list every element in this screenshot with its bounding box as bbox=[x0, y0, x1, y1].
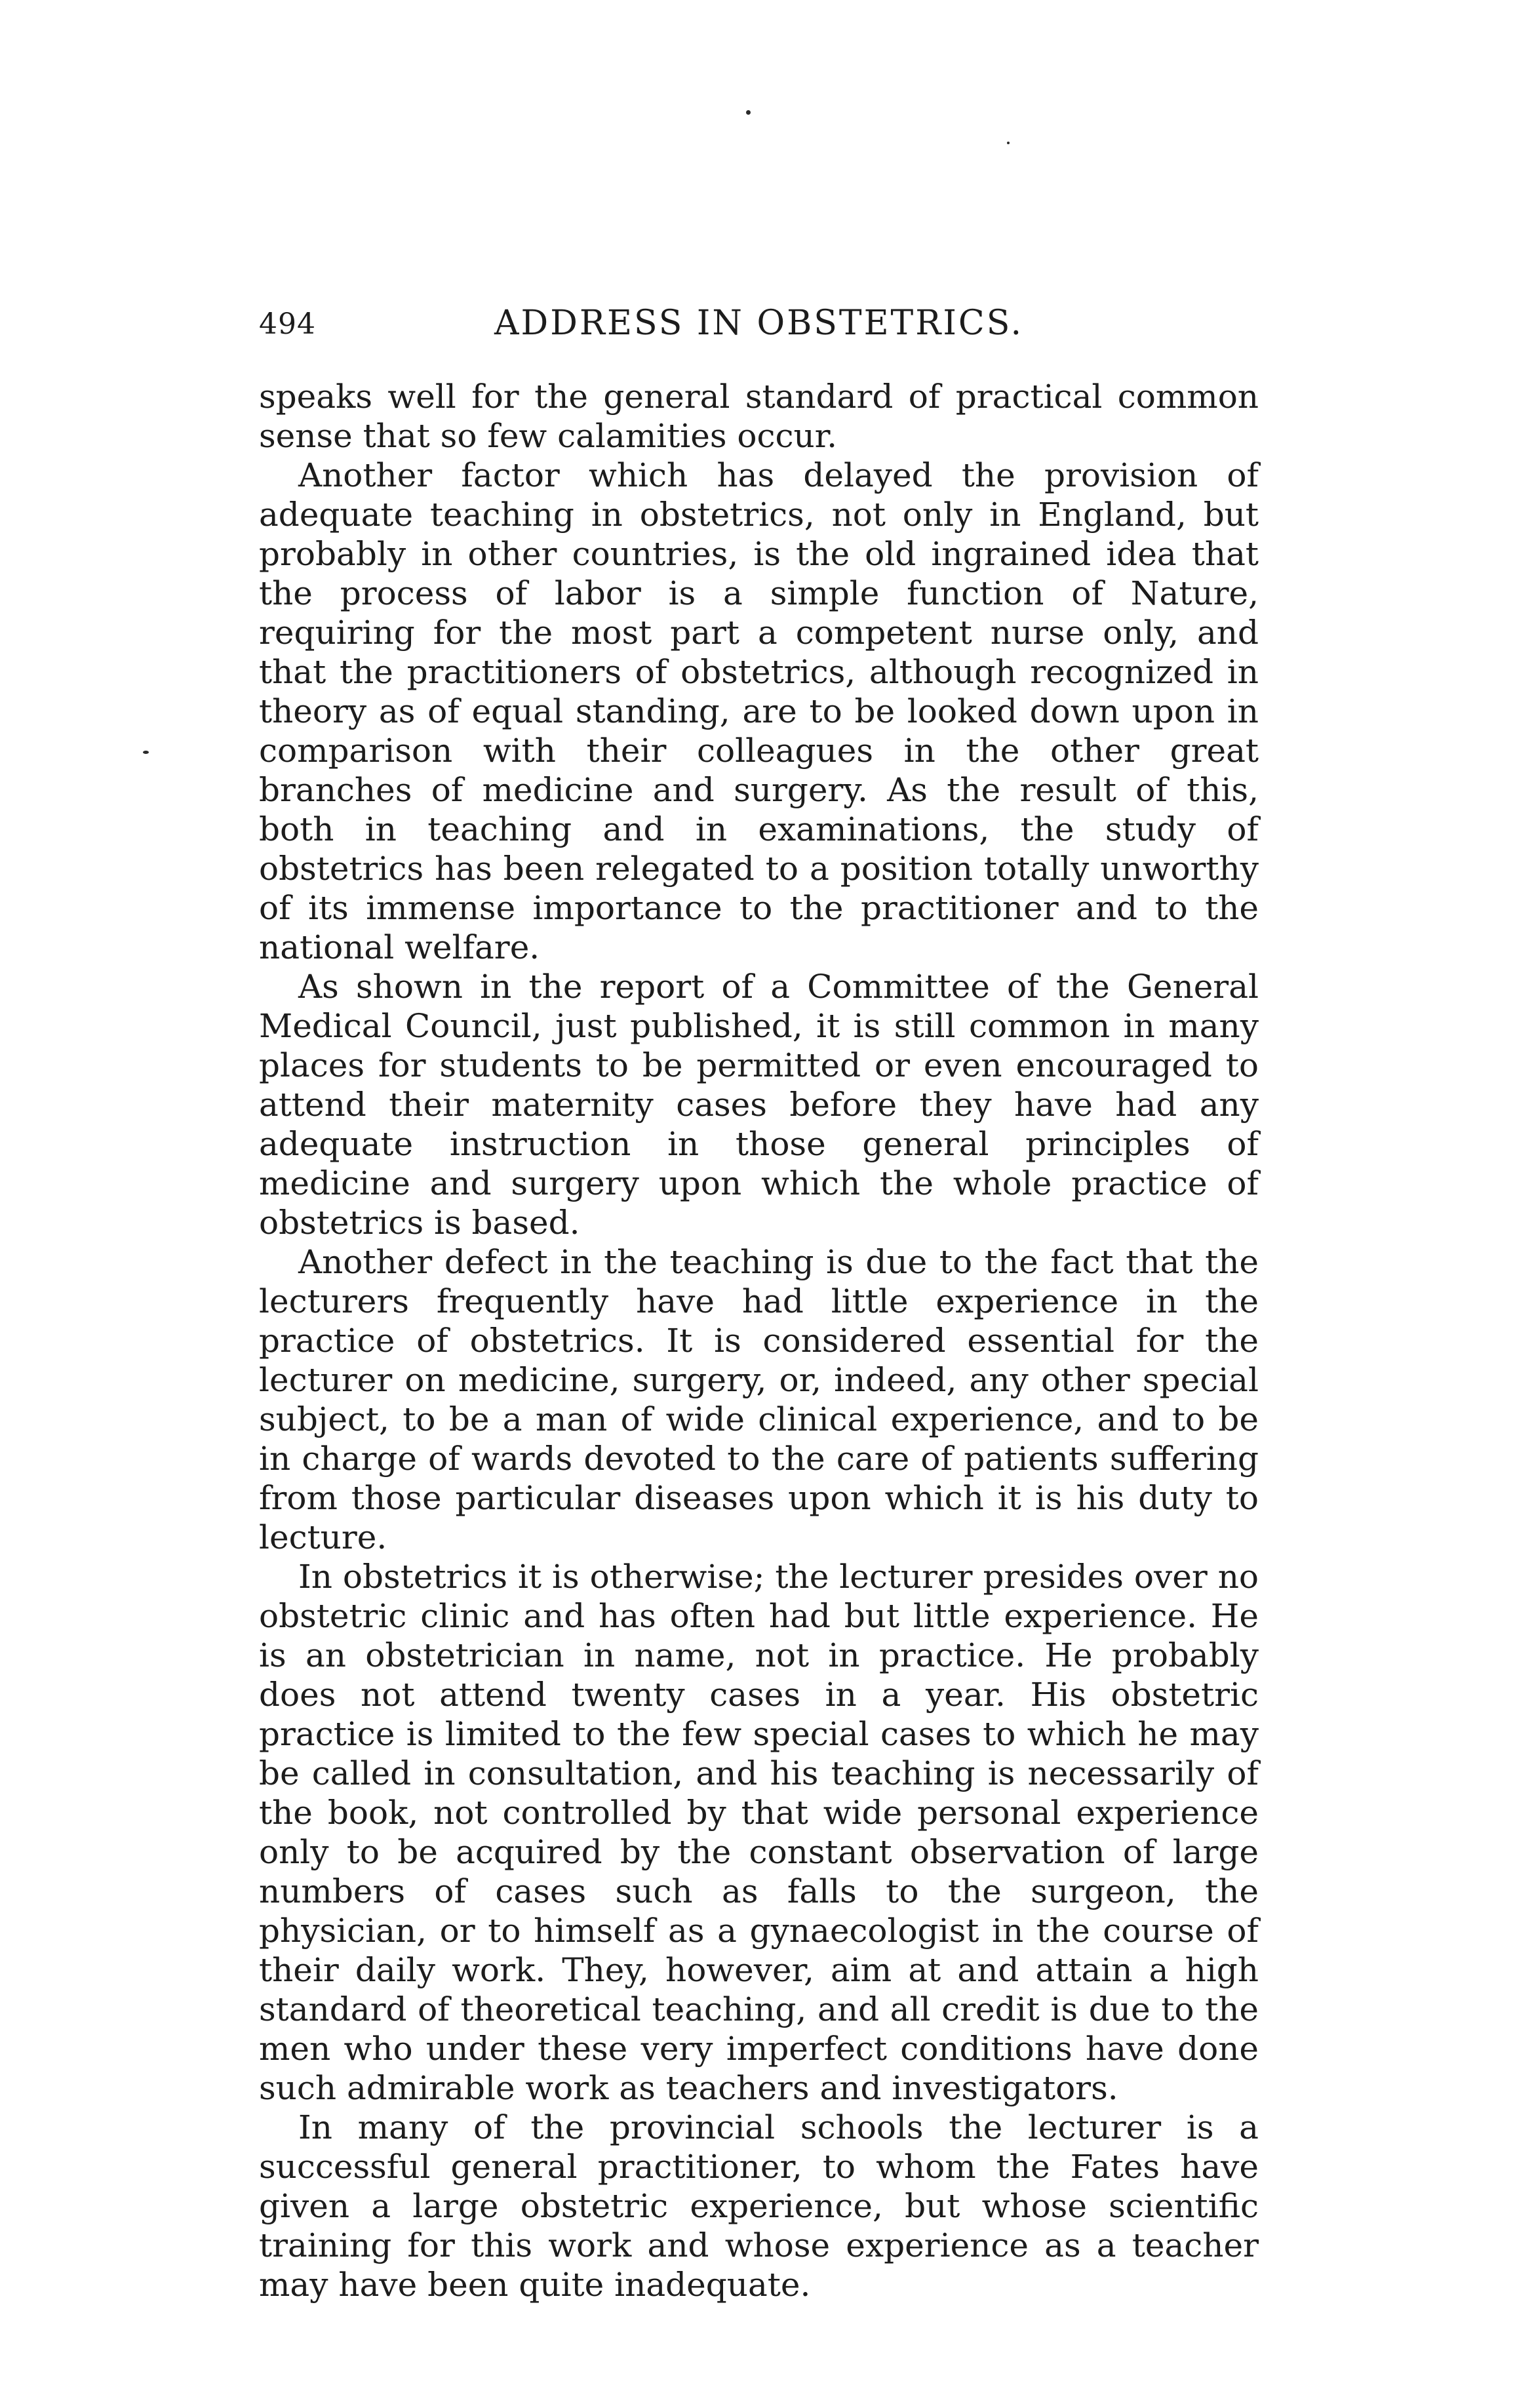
running-head: ADDRESS IN OBSTETRICS. bbox=[494, 304, 1024, 343]
body-text bbox=[259, 377, 1259, 2304]
paragraph: As shown in the report of a Committee of the General Medical Council, just published, it is still common in many places for students to be permitted or even encouraged to attend their maternity cases before they have had any adequate instruction in those general principles of medicine and surgery upon which the whole practice of obstetrics is based. bbox=[259, 968, 1259, 1242]
page-number: 494 bbox=[259, 307, 316, 341]
speck-mark bbox=[143, 751, 149, 754]
paragraph: Another factor which has delayed the provision of adequate teaching in obstetrics, not only in England, but probably in other countries, is the old ingrained idea that the process of labor is a simple function of Nature, requiring for the most part a competent nurse only, and that the practitioners of obstetrics, although recognized in theory as of equal standing, are to be looked down upon in comparison with their colleagues in the other great branches of medicine and surgery. As the result of this, both in teaching and in examinations, the study of obstetrics has been relegated to a position totally unworthy of its immense importance to the practitioner and to the national welfare. bbox=[259, 456, 1259, 966]
paragraph-continued: speaks well for the general standard of practical common sense that so few calamities occur. bbox=[259, 378, 1259, 455]
page-header bbox=[259, 298, 1259, 357]
paragraph: In obstetrics it is otherwise; the lecturer presides over no obstetric clinic and has often had but little experience. He is an obstetrician in name, not in practice. He probably does not attend twenty cases in a year. His obstetric practice is limited to the few special cases to which he may be called in consultation, and his teaching is necessarily of the book, not controlled by that wide personal experience only to be acquired by the constant observation of large numbers of cases such as falls to the surgeon, the physician, or to himself as a gynaecologist in the course of their daily work. They, however, aim at and attain a high standard of theoretical teaching, and all credit is due to the men who under these very imperfect conditions have done such admirable work as teachers and investigators. bbox=[259, 1558, 1259, 2107]
paragraph: In many of the provincial schools the lecturer is a successful general practitioner, to whom the Fates have given a large obstetric experience, but whose scientific training for this work and whose experience as a teacher may have been quite inadequate. bbox=[259, 2108, 1259, 2304]
paragraph: Another defect in the teaching is due to the fact that the lecturers frequently have had little experience in the practice of obstetrics. It is considered essential for the lecturer on medicine, surgery, or, indeed, any other special subject, to be a man of wide clinical experience, and to be in charge of wards devoted to the care of patients suffering from those particular diseases upon which it is his duty to lecture. bbox=[259, 1243, 1259, 1556]
speck-mark bbox=[1007, 142, 1010, 144]
speck-mark bbox=[746, 110, 751, 115]
